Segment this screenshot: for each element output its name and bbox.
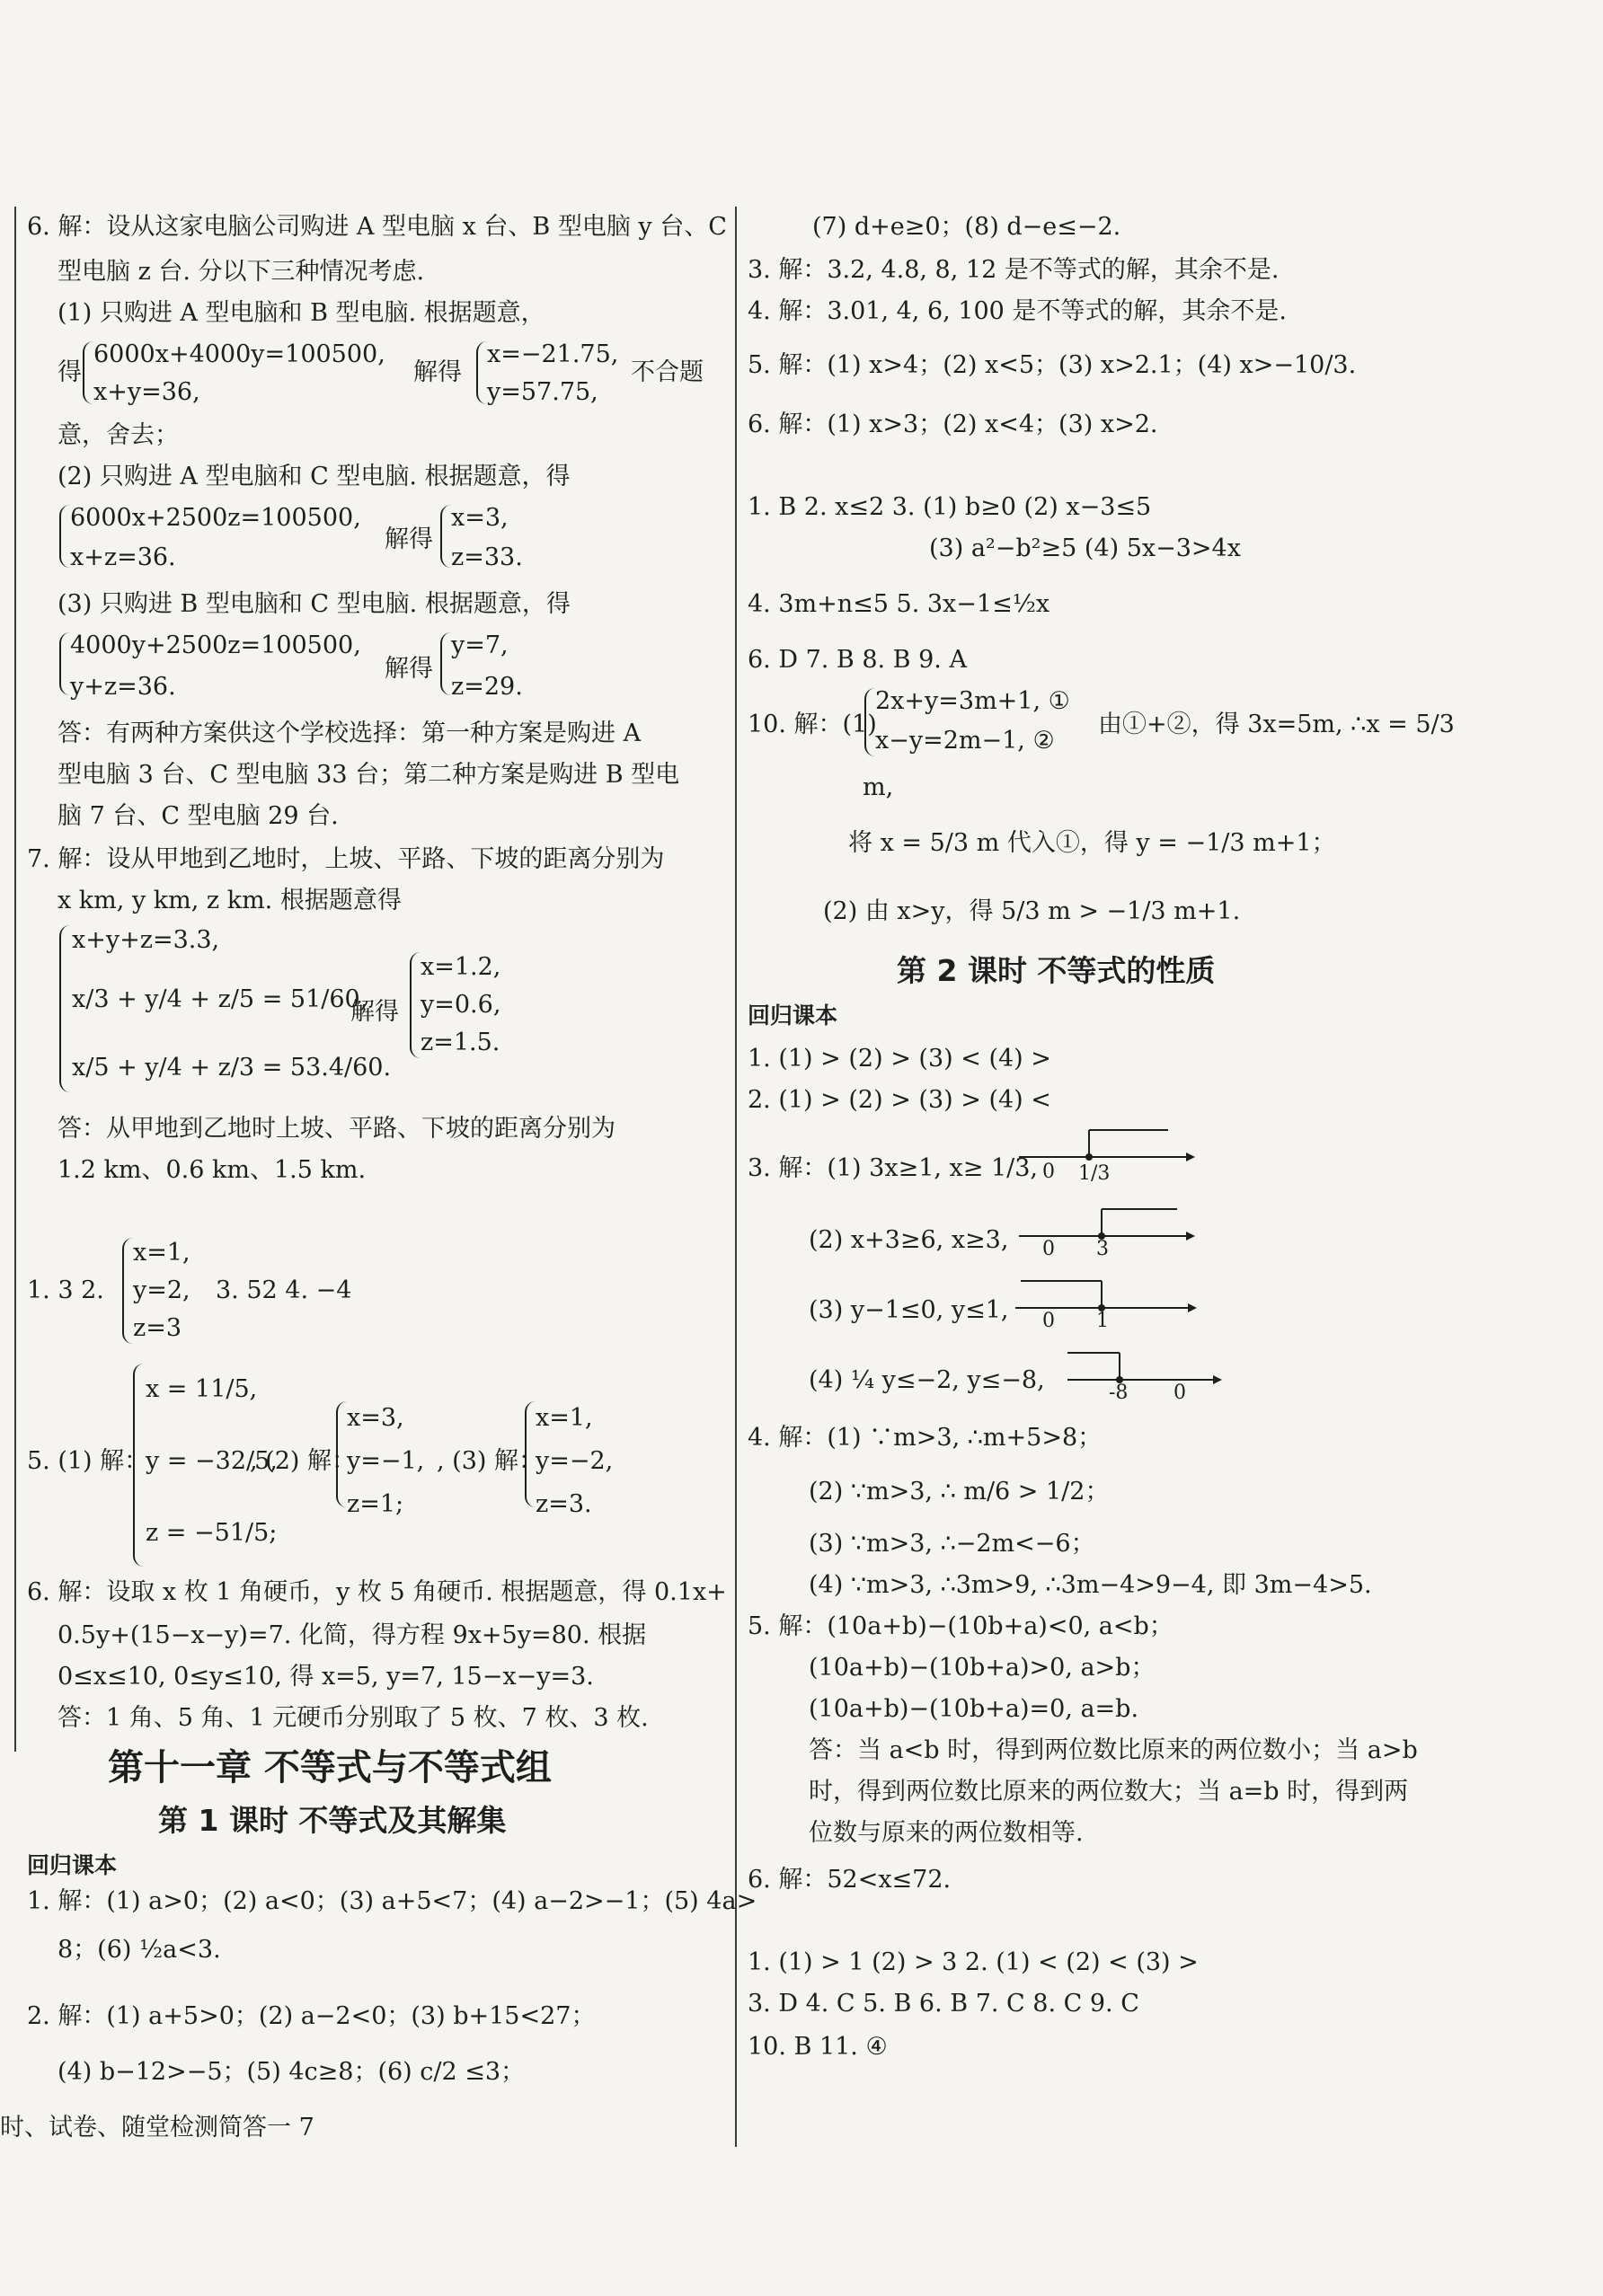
lesson1-title: 第 1 课时 不等式及其解集 bbox=[158, 1803, 507, 1838]
q6-case1-de: 得 bbox=[58, 358, 82, 386]
q6-case2-sol-brace bbox=[440, 505, 451, 568]
q5-p2-2: y=−1, bbox=[347, 1447, 425, 1475]
q7-brace bbox=[59, 925, 72, 1092]
nl1-tick-0: 0 bbox=[1042, 1161, 1055, 1183]
q10-e1: 2x+y=3m+1, ① bbox=[875, 687, 1070, 715]
c4-line3: (3) ∵m>3, ∴−2m<−6； bbox=[809, 1530, 1095, 1558]
number-line-4 bbox=[1064, 1347, 1226, 1401]
q5-p1-2: y = −32/5, bbox=[146, 1447, 278, 1475]
q7-line1: 7. 解：设从甲地到乙地时，上坡、平路、下坡的距离分别为 bbox=[27, 845, 665, 873]
q5-p2-3: z=1; bbox=[347, 1490, 404, 1518]
c5-line5: 时，得到两位数比原来的两位数大；当 a=b 时，得到两 bbox=[809, 1778, 1409, 1806]
c4-line2: (2) ∵m>3, ∴ m/6 > 1/2； bbox=[809, 1478, 1110, 1506]
c5-line1: 5. 解：(10a+b)−(10b+a)<0, a<b； bbox=[748, 1612, 1173, 1640]
r-c6: 6. 解：52<x≤72. bbox=[748, 1866, 952, 1894]
q6b-line3: 0≤x≤10, 0≤y≤10, 得 x=5, y=7, 15−x−y=3. bbox=[58, 1663, 594, 1691]
q7-answer2: 1.2 km、0.6 km、1.5 km. bbox=[58, 1156, 367, 1184]
q6-case2-sol2: z=33. bbox=[451, 543, 523, 571]
q6-case3-brace bbox=[59, 632, 70, 695]
r-c1: 1. (1) > (2) > (3) < (4) > bbox=[748, 1045, 1051, 1073]
c3-p4: (4) ¼ y≤−2, y≤−8, bbox=[809, 1366, 1045, 1394]
q6-case1-tail2: 意，舍去； bbox=[58, 421, 179, 449]
q7-sol-brace bbox=[410, 952, 421, 1058]
q7-jie: 解得 bbox=[350, 998, 399, 1026]
nl3-tick-1: 1 bbox=[1096, 1310, 1109, 1332]
nl1-tick-1: 1/3 bbox=[1078, 1162, 1111, 1185]
q6-case1-brace bbox=[83, 341, 93, 404]
q5-p2-1: x=3, bbox=[347, 1404, 404, 1432]
q10-tail: 由①+②，得 3x=5m, ∴x = 5/3 bbox=[1098, 711, 1455, 738]
q5-p1-brace bbox=[133, 1364, 146, 1567]
section-label-right: 回归课本 bbox=[748, 1002, 838, 1029]
q6b-line2: 0.5y+(15−x−y)=7. 化简，得方程 9x+5y=80. 根据 bbox=[58, 1621, 647, 1649]
q6-case3-title: (3) 只购进 B 型电脑和 C 型电脑. 根据题意，得 bbox=[58, 590, 571, 618]
q5-p2-brace bbox=[336, 1401, 347, 1507]
short-s3: z=3 bbox=[133, 1314, 182, 1342]
r-d1: 1. (1) > 1 (2) > 3 2. (1) < (2) < (3) > bbox=[748, 1948, 1199, 1976]
c4-line1: 4. 解：(1) ∵m>3, ∴m+5>8； bbox=[748, 1424, 1103, 1452]
q7-sol1: x=1.2, bbox=[421, 953, 501, 981]
q7-line2: x km, y km, z km. 根据题意得 bbox=[58, 887, 402, 914]
r-d2: 3. D 4. C 5. B 6. B 7. C 8. C 9. C bbox=[748, 1990, 1139, 2018]
r2-line1: 2. 解：(1) a+5>0；(2) a−2<0；(3) b+15<27； bbox=[27, 2002, 596, 2030]
r-a6: 6. 解：(1) x>3；(2) x<4；(3) x>2. bbox=[748, 411, 1158, 438]
q6-case2-eq1: 6000x+2500z=100500, bbox=[70, 504, 361, 532]
q6-case3-sol-brace bbox=[440, 632, 451, 695]
c5-line6: 位数与原来的两位数相等. bbox=[809, 1819, 1084, 1847]
r-b2: (3) a²−b²≥5 (4) 5x−3>4x bbox=[929, 534, 1241, 562]
q6-case2-brace bbox=[59, 505, 70, 568]
q6-case1-title: (1) 只购进 A 型电脑和 B 型电脑. 根据题意， bbox=[58, 299, 545, 327]
short-a3: 3. 52 4. −4 bbox=[216, 1276, 352, 1304]
q5-p3-1: x=1, bbox=[536, 1404, 593, 1432]
q6-case3-sol1: y=7, bbox=[451, 631, 509, 659]
q5-p3-3: z=3. bbox=[536, 1490, 592, 1518]
nl2-tick-0: 0 bbox=[1042, 1238, 1055, 1260]
c5-line2: (10a+b)−(10b+a)>0, a>b； bbox=[809, 1654, 1156, 1682]
q6-answer1: 答：有两种方案供这个学校选择：第一种方案是购进 A bbox=[58, 720, 642, 747]
q6-case1-eq1: 6000x+4000y=100500, bbox=[93, 340, 385, 368]
c3-p2: (2) x+3≥6, x≥3, bbox=[809, 1226, 1009, 1254]
q5-p1-1: x = 11/5, bbox=[146, 1375, 258, 1403]
q10-line3: 将 x = 5/3 m 代入①，得 y = −1/3 m+1； bbox=[848, 829, 1336, 857]
c4-line4: (4) ∵m>3, ∴3m>9, ∴3m−4>9−4, 即 3m−4>5. bbox=[809, 1571, 1372, 1599]
r-a4: 4. 解：3.01, 4, 6, 100 是不等式的解，其余不是. bbox=[748, 297, 1288, 325]
r-c2: 2. (1) > (2) > (3) > (4) < bbox=[748, 1086, 1051, 1114]
q7-eq1: x+y+z=3.3, bbox=[72, 926, 220, 954]
q5-lead: 5. (1) 解： bbox=[27, 1447, 149, 1475]
q7-answer1: 答：从甲地到乙地时上坡、平路、下坡的距离分别为 bbox=[58, 1115, 616, 1143]
q6-case2-jie: 解得 bbox=[385, 525, 433, 553]
q10-m: m, bbox=[863, 773, 894, 801]
r-b1: 1. B 2. x≤2 3. (1) b≥0 (2) x−3≤5 bbox=[748, 493, 1152, 521]
r2-line2: (4) b−12>−5；(5) 4c≥8；(6) c/2 ≤3； bbox=[58, 2058, 526, 2086]
q6b-line1: 6. 解：设取 x 枚 1 角硬币，y 枚 5 角硬币. 根据题意，得 0.1x+ bbox=[27, 1578, 727, 1606]
c3-p3: (3) y−1≤0, y≤1, bbox=[809, 1296, 1009, 1324]
r-a3: 3. 解：3.2, 4.8, 8, 12 是不等式的解，其余不是. bbox=[748, 256, 1280, 284]
q5-mid2: , (2) 解： bbox=[250, 1447, 356, 1475]
r-top: (7) d+e≥0；(8) d−e≤−2. bbox=[812, 213, 1121, 241]
q6-case1-tail: 不合题 bbox=[631, 358, 704, 386]
q6-case3-eq2: y+z=36. bbox=[70, 673, 176, 701]
q10-brace bbox=[864, 688, 875, 756]
r-b3: 4. 3m+n≤5 5. 3x−1≤½x bbox=[748, 590, 1050, 618]
nl4-tick-0: -8 bbox=[1109, 1382, 1129, 1404]
left-margin-rule bbox=[14, 207, 16, 1752]
r-a5: 5. 解：(1) x>4；(2) x<5；(3) x>2.1；(4) x>−10/3. bbox=[748, 351, 1357, 379]
c3-p1: 3. 解：(1) 3x≥1, x≥ 1/3, bbox=[748, 1154, 1039, 1182]
q10-e2: x−y=2m−1, ② bbox=[875, 727, 1055, 755]
q5-p3-2: y=−2, bbox=[536, 1447, 614, 1475]
c5-line3: (10a+b)−(10b+a)=0, a=b. bbox=[809, 1695, 1139, 1723]
q6-case1-sol-brace bbox=[476, 341, 487, 404]
nl4-tick-1: 0 bbox=[1173, 1382, 1186, 1404]
short-a1: 1. 3 2. bbox=[27, 1276, 104, 1304]
q10-line4: (2) 由 x>y，得 5/3 m > −1/3 m+1. bbox=[823, 897, 1241, 925]
q7-sol2: y=0.6, bbox=[421, 991, 501, 1019]
nl3-tick-0: 0 bbox=[1042, 1310, 1055, 1332]
q7-eq3: x/5 + y/4 + z/3 = 53.4/60. bbox=[72, 1054, 392, 1082]
q6-case1-eq2: x+y=36, bbox=[93, 378, 200, 406]
q6-case3-jie: 解得 bbox=[385, 655, 433, 683]
r1-line2: 8；(6) ½a<3. bbox=[58, 1936, 221, 1964]
q6-answer3: 脑 7 台、C 型电脑 29 台. bbox=[58, 802, 339, 830]
nl2-tick-1: 3 bbox=[1096, 1238, 1109, 1260]
q6-answer2: 型电脑 3 台、C 型电脑 33 台；第二种方案是购进 B 型电 bbox=[58, 761, 680, 789]
r1-line1: 1. 解：(1) a>0；(2) a<0；(3) a+5<7；(4) a−2>−1；(5) 4a> bbox=[27, 1887, 757, 1915]
q5-p3-brace bbox=[525, 1401, 536, 1507]
section-label-left: 回归课本 bbox=[27, 1852, 118, 1878]
short-brace bbox=[122, 1238, 133, 1344]
q6-case1-sol1: x=−21.75, bbox=[487, 340, 619, 368]
q6-case2-eq2: x+z=36. bbox=[70, 543, 176, 571]
column-divider bbox=[735, 207, 737, 2147]
q5-p1-3: z = −51/5; bbox=[146, 1519, 278, 1547]
q6-case1-jie: 解得 bbox=[413, 358, 462, 386]
q6-line2: 型电脑 z 台. 分以下三种情况考虑. bbox=[58, 258, 425, 286]
lesson2-title: 第 2 课时 不等式的性质 bbox=[897, 953, 1216, 988]
q5-mid3: , (3) 解： bbox=[437, 1447, 543, 1475]
r-d3: 10. B 11. ④ bbox=[748, 2033, 888, 2061]
q6-case1-sol2: y=57.75, bbox=[487, 378, 598, 406]
q6-case3-eq1: 4000y+2500z=100500, bbox=[70, 631, 361, 659]
q7-sol3: z=1.5. bbox=[421, 1029, 500, 1056]
q6b-line4: 答：1 角、5 角、1 元硬币分别取了 5 枚、7 枚、3 枚. bbox=[58, 1704, 649, 1732]
c5-line4: 答：当 a<b 时，得到两位数比原来的两位数小；当 a>b bbox=[809, 1736, 1418, 1764]
q6-line1: 6. 解：设从这家电脑公司购进 A 型电脑 x 台、B 型电脑 y 台、C bbox=[27, 213, 727, 241]
short-s2: y=2, bbox=[133, 1276, 190, 1304]
q6-case2-title: (2) 只购进 A 型电脑和 C 型电脑. 根据题意，得 bbox=[58, 463, 571, 490]
q7-eq2: x/3 + y/4 + z/5 = 51/60, bbox=[72, 985, 368, 1013]
page-footer: 时、试卷、随堂检测简答一 7 bbox=[0, 2114, 314, 2141]
r-b4: 6. D 7. B 8. B 9. A bbox=[748, 646, 967, 674]
chapter-title: 第十一章 不等式与不等式组 bbox=[108, 1747, 552, 1788]
q6-case2-sol1: x=3, bbox=[451, 504, 509, 532]
short-s1: x=1, bbox=[133, 1239, 190, 1267]
q6-case3-sol2: z=29. bbox=[451, 673, 523, 701]
q10-lead: 10. 解：(1) bbox=[748, 711, 877, 738]
